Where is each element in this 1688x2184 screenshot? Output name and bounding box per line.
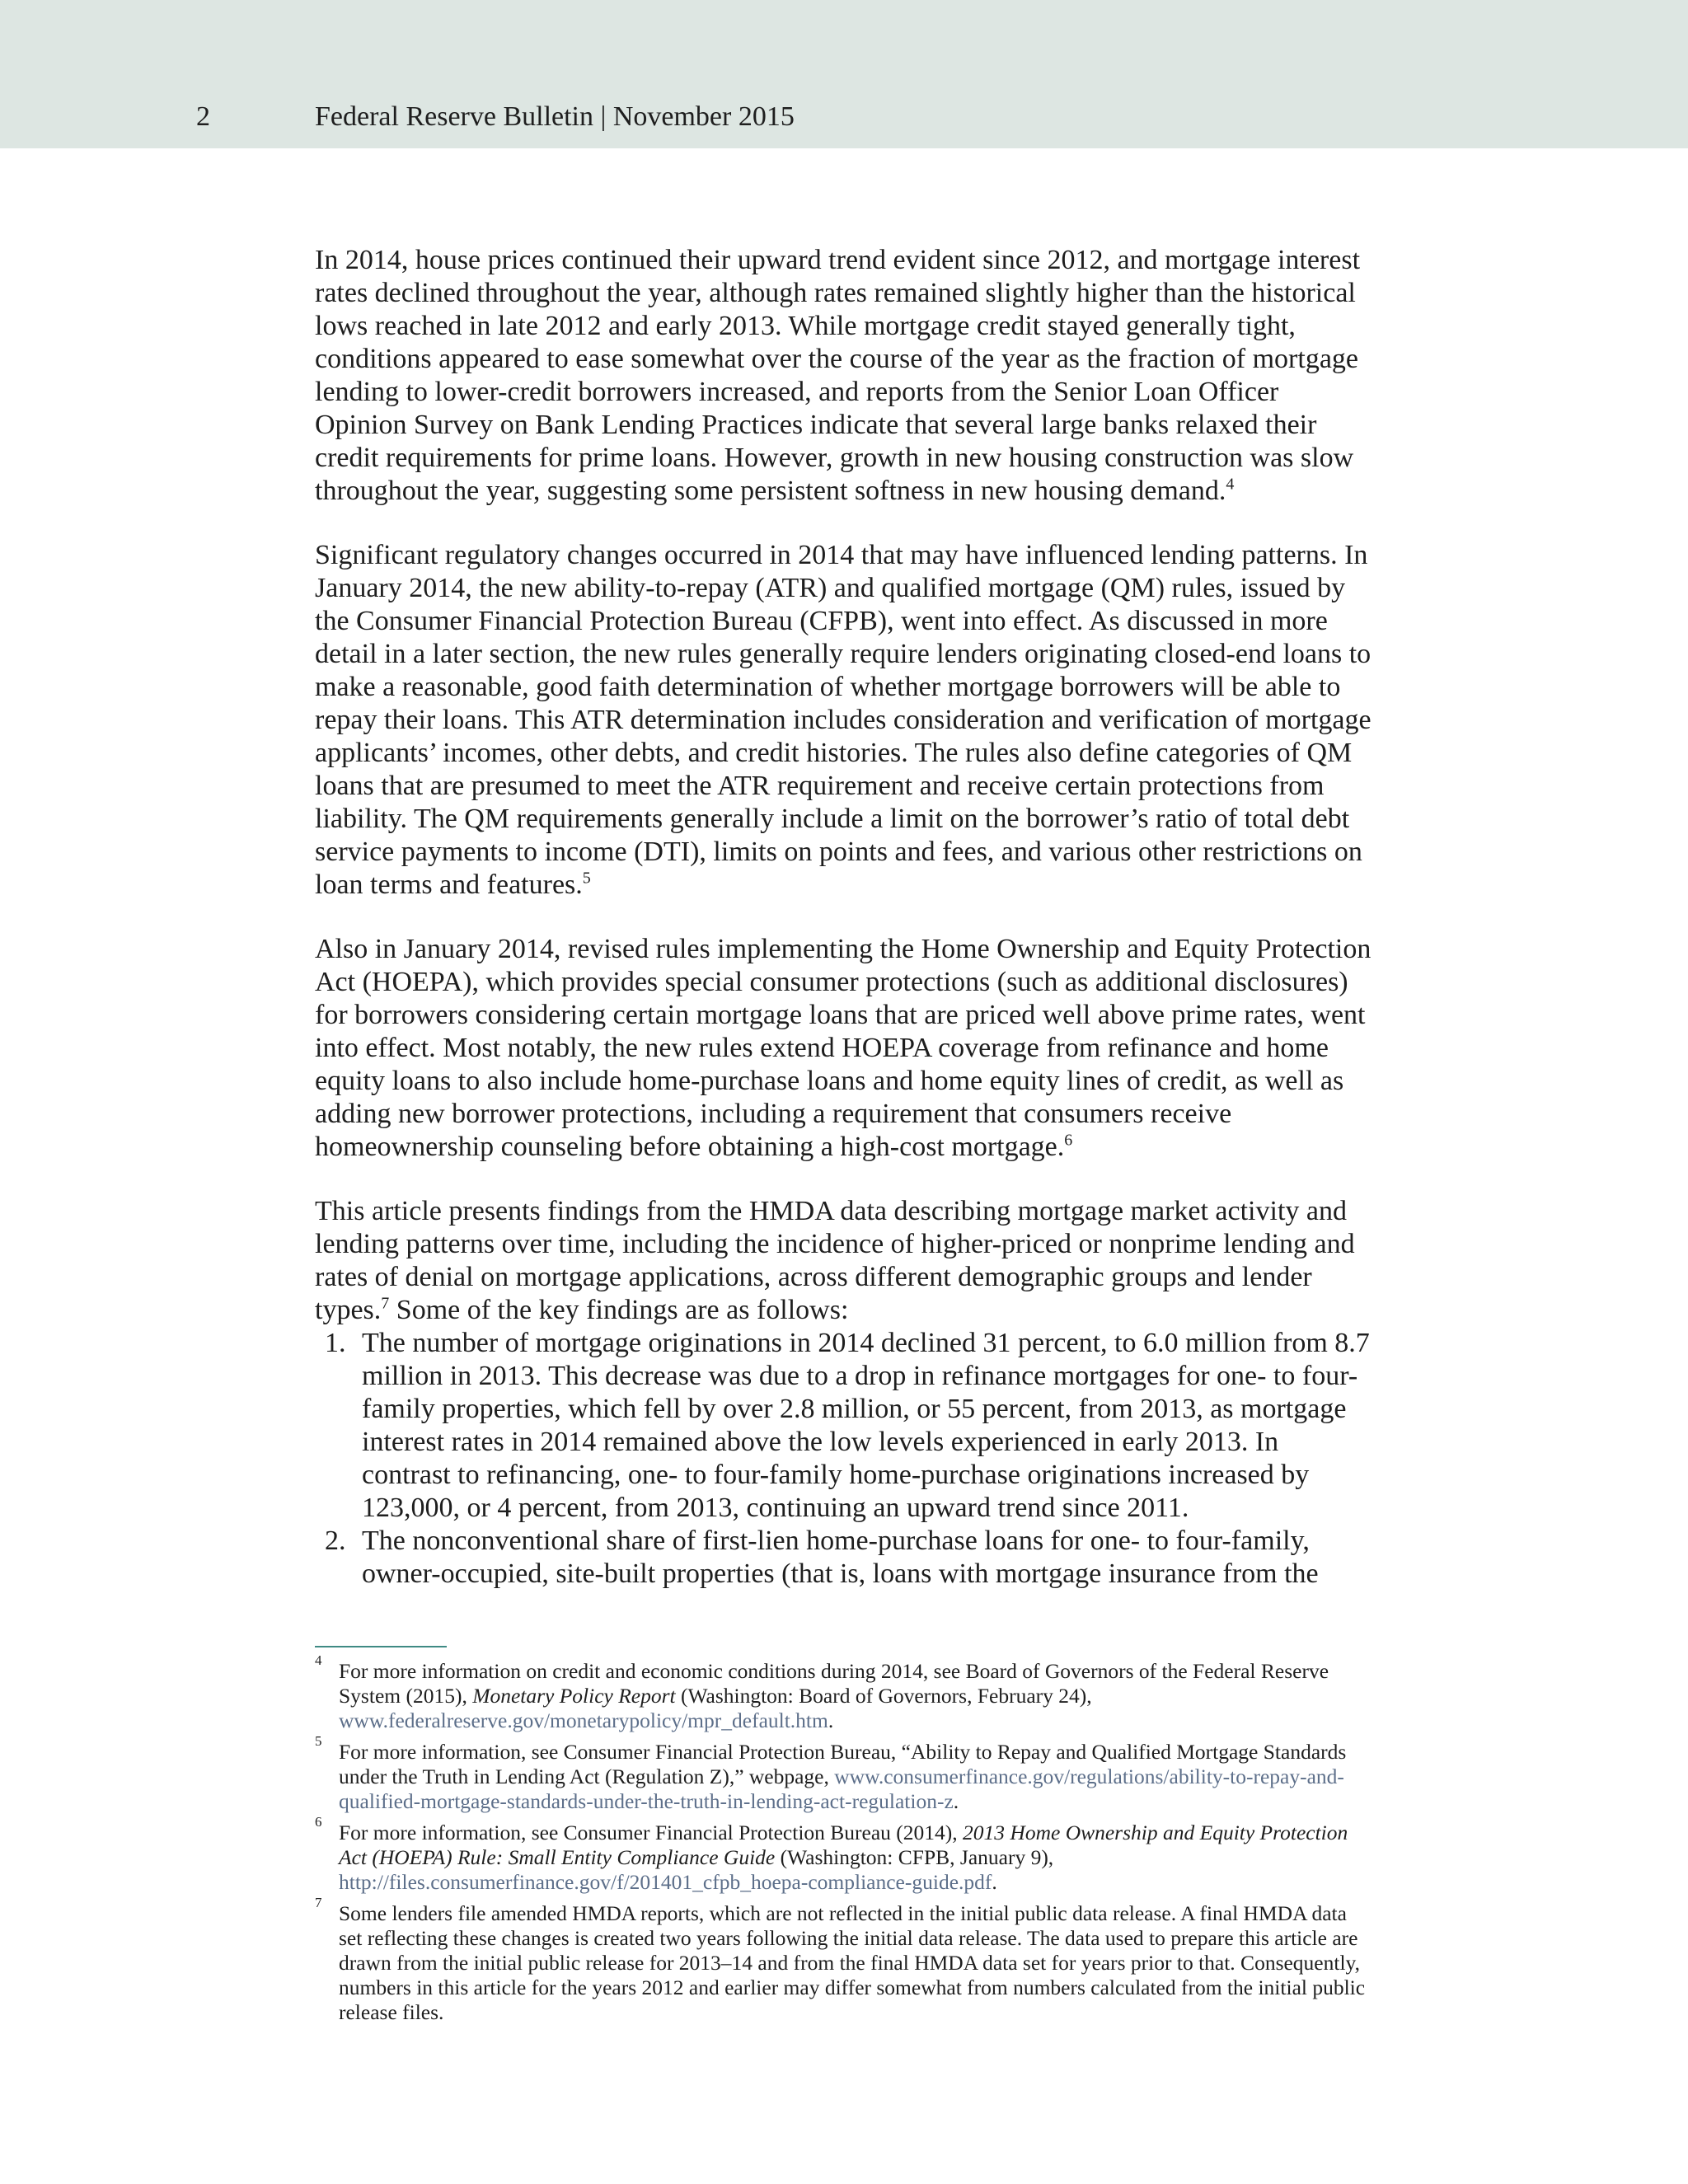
findings-intro bbox=[315, 1195, 1372, 1327]
footnote-ref-5[interactable]: 5 bbox=[582, 869, 591, 888]
header-band bbox=[0, 0, 1688, 148]
footnotes bbox=[315, 1652, 1372, 2032]
footnote-text: Some lenders file amended HMDA reports, which are not reflected in the initial public data release. A final HMDA data set reflecting these changes is created two years following the initial data release. The data used to prepare this article are drawn from the initial public release for 2013–14 and from the final HMDA data set for years prior to that. Consequently, numbers in this article for the years 2012 and earlier may differ somewhat from numbers calculated from the initial public release files. bbox=[339, 1901, 1366, 2024]
footnote-text: . bbox=[828, 1708, 834, 1732]
paragraph-2 bbox=[315, 539, 1372, 902]
footnote-link[interactable]: www.consumerfinance.gov/regulations/ability-to-repay-and-qualified-mortgage-standards-under-the-truth-in-lending-act-regulation-z bbox=[339, 1765, 1344, 1813]
findings-intro-tail: Some of the key findings are as follows: bbox=[389, 1295, 849, 1325]
footnote-text: For more information on credit and economic conditions during 2014, see Board of Governors of the Federal Reserve System (2015), bbox=[339, 1659, 1329, 1708]
footnote-text: (Washington: CFPB, January 9), bbox=[775, 1845, 1054, 1869]
footnote-ref-4[interactable]: 4 bbox=[1226, 475, 1235, 494]
footnote-divider bbox=[315, 1646, 447, 1647]
footnote-text: (Washington: Board of Governors, February 24), bbox=[675, 1684, 1092, 1708]
finding-item bbox=[315, 1327, 1372, 1525]
footnote-mark: 6 bbox=[315, 1814, 322, 1830]
footnote-ref-7[interactable]: 7 bbox=[381, 1294, 390, 1313]
finding-item bbox=[315, 1525, 1372, 1591]
footnote-title: Monetary Policy Report bbox=[472, 1684, 676, 1708]
paragraph-3 bbox=[315, 933, 1372, 1164]
footnote-6 bbox=[315, 1814, 1372, 1895]
key-findings-list bbox=[315, 1327, 1372, 1591]
footnote-7 bbox=[315, 1895, 1372, 2025]
finding-number: 1. bbox=[325, 1328, 346, 1358]
finding-text: The nonconventional share of first-lien home-purchase loans for one- to four-family, owner-occupied, site-built properties (that is, loans with mortgage insurance from the bbox=[362, 1526, 1319, 1589]
finding-number: 2. bbox=[325, 1526, 346, 1556]
footnote-mark: 7 bbox=[315, 1895, 322, 1910]
findings-intro-text: This article presents findings from the HMDA data describing mortgage market activity and lending patterns over time, including the incidence of higher-priced or nonprime lending and rates of denial on mortgage applications, across different demographic groups and lender types. bbox=[315, 1196, 1355, 1325]
footnote-5 bbox=[315, 1733, 1372, 1814]
footnote-text: . bbox=[992, 1870, 997, 1894]
footnote-mark: 5 bbox=[315, 1733, 322, 1749]
finding-text: The number of mortgage originations in 2014 declined 31 percent, to 6.0 million from 8.7 million in 2013. This decrease was due to a drop in refinance mortgages for one- to four-family properties, which fell by over 2.8 million, or 55 percent, from 2013, as mortgage interest rates in 2014 remained above the low levels experienced in early 2013. In contrast to refinancing, one- to four-family home-purchase originations increased by 123,000, or 4 percent, from 2013, continuing an upward trend since 2011. bbox=[362, 1328, 1370, 1523]
paragraph-1 bbox=[315, 244, 1372, 508]
journal-title: Federal Reserve Bulletin | November 2015 bbox=[315, 101, 795, 132]
footnote-title: 2013 Home Ownership and Equity Protection Act (HOEPA) Rule: Small Entity Compliance Guide bbox=[339, 1821, 1348, 1869]
footnote-text: . bbox=[953, 1789, 959, 1813]
article-body bbox=[315, 244, 1372, 1591]
paragraph-1-text: In 2014, house prices continued their upward trend evident since 2012, and mortgage interest rates declined throughout the year, although rates remained slightly higher than the historical lows reached in late 2012 and early 2013. While mortgage credit stayed generally tight, conditions appeared to ease somewhat over the course of the year as the fraction of mortgage lending to lower-credit borrowers increased, and reports from the Senior Loan Officer Opinion Survey on Bank Lending Practices indicate that several large banks relaxed their credit requirements for prime loans. However, growth in new housing construction was slow throughout the year, suggesting some persistent softness in new housing demand. bbox=[315, 245, 1361, 506]
paragraph-2-text: Significant regulatory changes occurred in 2014 that may have influenced lending patterns. In January 2014, the new ability-to-repay (ATR) and qualified mortgage (QM) rules, issued by the Consumer Financial Protection Bureau (CFPB), went into effect. As discussed in more detail in a later section, the new rules generally require lenders originating closed-end loans to make a reasonable, good faith determination of whether mortgage borrowers will be able to repay their loans. This ATR determination includes consideration and verification of mortgage applicants’ incomes, other debts, and credit histories. The rules also define categories of QM loans that are presumed to meet the ATR requirement and receive certain protections from liability. The QM requirements generally include a limit on the borrower’s ratio of total debt service payments to income (DTI), limits on points and fees, and various other restrictions on loan terms and features. bbox=[315, 540, 1372, 900]
footnote-text: For more information, see Consumer Financial Protection Bureau (2014), bbox=[339, 1821, 964, 1844]
footnote-4 bbox=[315, 1652, 1372, 1733]
footnote-text: For more information, see Consumer Financial Protection Bureau, “Ability to Repay and Qualified Mortgage Standards under the Truth in Lending Act (Regulation Z),” webpage, bbox=[339, 1740, 1347, 1788]
footnote-mark: 4 bbox=[315, 1652, 322, 1668]
footnote-link[interactable]: www.federalreserve.gov/monetarypolicy/mpr_default.htm bbox=[339, 1708, 828, 1732]
page-number: 2 bbox=[196, 101, 210, 132]
footnote-ref-6[interactable]: 6 bbox=[1064, 1131, 1073, 1150]
footnote-link[interactable]: http://files.consumerfinance.gov/f/201401_cfpb_hoepa-compliance-guide.pdf bbox=[339, 1870, 992, 1894]
paragraph-3-text: Also in January 2014, revised rules implementing the Home Ownership and Equity Protection Act (HOEPA), which provides special consumer protections (such as additional disclosures) for borrowers considering certain mortgage loans that are priced well above prime rates, went into effect. Most notably, the new rules extend HOEPA coverage from refinance and home equity loans to also include home-purchase loans and home equity lines of credit, as well as adding new borrower protections, including a requirement that consumers receive homeownership counseling before obtaining a high-cost mortgage. bbox=[315, 934, 1372, 1162]
